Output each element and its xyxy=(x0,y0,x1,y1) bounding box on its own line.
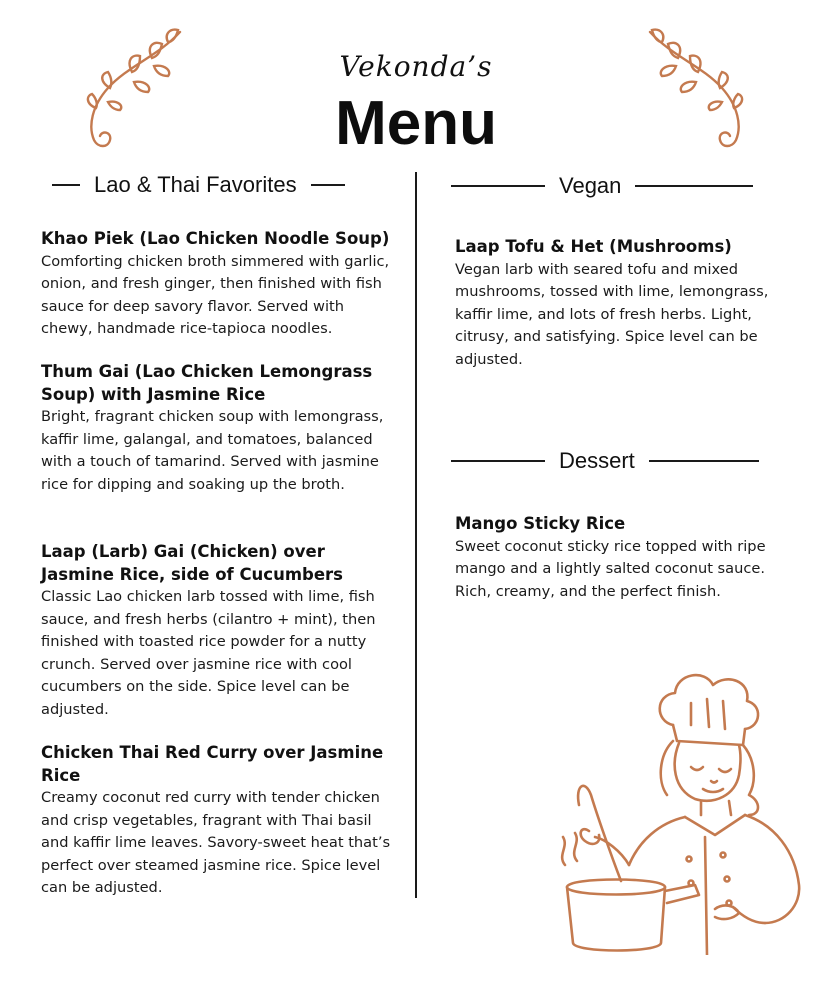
menu-item-description: Vegan larb with seared tofu and mixed mushrooms, tossed with lime, lemongrass, kaffir lime, and lots of fresh herbs. Light, citrusy, and satisfying. Spice level can be adjusted. xyxy=(455,260,769,368)
restaurant-name: Vekonda’s xyxy=(339,50,493,83)
column-divider xyxy=(415,172,417,898)
section-heading-dessert xyxy=(451,448,759,474)
menu-item xyxy=(41,742,391,900)
menu-item-title: Mango Sticky Rice xyxy=(455,514,626,533)
section-heading-lao-thai xyxy=(52,172,345,198)
menu-item-description: Creamy coconut red curry with tender chicken and crisp vegetables, fragrant with Thai basil and kaffir lime leaves. Savory-sweet heat that’s perfect over steamed jasmine rice. Spice level can be adjusted. xyxy=(41,789,391,896)
section-heading-vegan xyxy=(451,173,753,199)
menu-item-description: Sweet coconut sticky rice topped with ripe mango and a lightly salted coconut sauce. Rich, creamy, and the perfect finish. xyxy=(455,537,766,600)
menu-item xyxy=(41,228,391,341)
heading-rule xyxy=(451,185,545,187)
menu-item-title: Laap (Larb) Gai (Chicken) over Jasmine Rice, side of Cucumbers xyxy=(41,542,343,584)
heading-rule xyxy=(311,184,345,186)
menu-item-description: Classic Lao chicken larb tossed with lime, fish sauce, and fresh herbs (cilantro + mint), then finished with toasted rice powder for a nutty crunch. Served over jasmine rice with cool cucumbers on the side. Spice level can be adjusted. xyxy=(41,588,376,718)
section-heading-label: Dessert xyxy=(559,448,635,473)
menu-item xyxy=(455,513,790,603)
section-heading-label: Lao & Thai Favorites xyxy=(94,172,297,197)
menu-item xyxy=(41,541,391,721)
heading-rule xyxy=(451,460,545,462)
page-title: Menu xyxy=(335,89,497,158)
menu-item-title: Khao Piek (Lao Chicken Noodle Soup) xyxy=(41,229,390,248)
menu-item-title: Thum Gai (Lao Chicken Lemongrass Soup) with Jasmine Rice xyxy=(41,362,373,404)
section-heading-label: Vegan xyxy=(559,173,622,198)
menu-item-description: Comforting chicken broth simmered with garlic, onion, and fresh ginger, then finished with fish sauce for deep savory flavor. Served with chewy, handmade rice-tapioca noodles. xyxy=(41,252,390,337)
heading-rule xyxy=(649,460,759,462)
menu-item-title: Laap Tofu & Het (Mushrooms) xyxy=(455,237,732,256)
menu-item-description: Bright, fragrant chicken soup with lemongrass, kaffir lime, galangal, and tomatoes, balanced with a touch of tamarind. Served with jasmine rice for dipping and soaking up the broth. xyxy=(41,408,384,493)
chef-cooking-icon xyxy=(555,655,810,955)
menu-item-title: Chicken Thai Red Curry over Jasmine Rice xyxy=(41,743,384,785)
heading-rule xyxy=(52,184,80,186)
menu-item xyxy=(455,236,790,371)
menu-item xyxy=(41,361,391,496)
heading-rule xyxy=(635,185,753,187)
